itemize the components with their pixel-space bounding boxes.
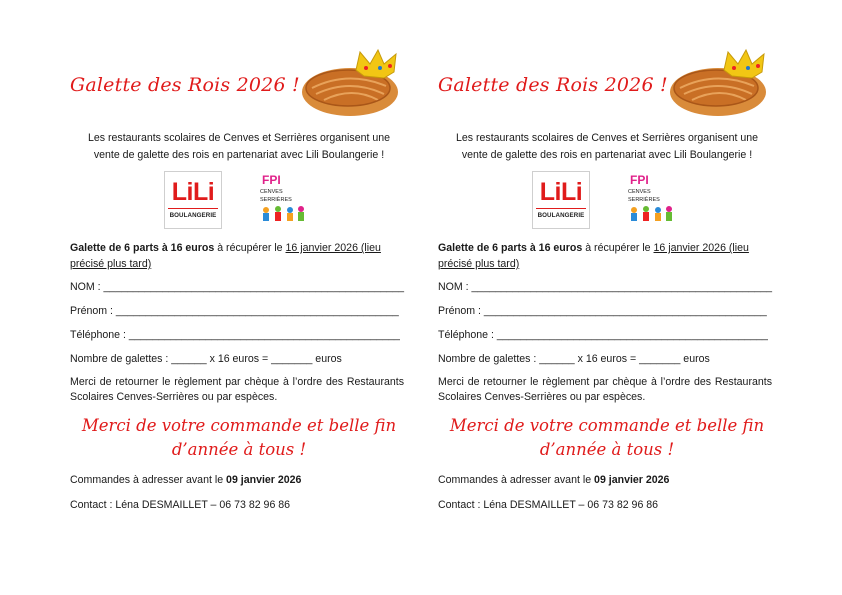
thank-you-line-1: Merci de votre commande et belle fin bbox=[81, 416, 397, 435]
nombre-galettes-field: Nombre de galettes : ______ x 16 euros = _______ euros bbox=[438, 353, 710, 365]
fpi-logo-line2: SERRIÈRES bbox=[260, 197, 292, 203]
fpi-logo-name: FPI bbox=[630, 173, 649, 187]
intro-text bbox=[438, 130, 776, 164]
lili-logo-subtitle: BOULANGERIE bbox=[169, 212, 217, 219]
offer-date: 16 janvier 2026 (lieu bbox=[653, 242, 749, 254]
fpi-logo-line1: CENVES bbox=[628, 189, 651, 195]
intro-text bbox=[70, 130, 408, 164]
thank-you-message bbox=[70, 414, 408, 462]
fpi-logo-line1: CENVES bbox=[260, 189, 283, 195]
thank-you-line-2: d’année à tous ! bbox=[539, 440, 675, 459]
fpi-cenves-serrieres-logo bbox=[626, 172, 674, 228]
intro-line-2: vente de galette des rois en partenariat avec Lili Boulangerie ! bbox=[93, 149, 385, 161]
lili-logo-divider bbox=[168, 208, 218, 209]
offer-line bbox=[70, 240, 381, 256]
order-deadline bbox=[438, 472, 669, 488]
intro-line-1: Les restaurants scolaires de Cenves et Serrières organisent une bbox=[455, 132, 759, 144]
fpi-logo-line2: SERRIÈRES bbox=[628, 197, 660, 203]
flyer-right bbox=[438, 0, 778, 595]
offer-line bbox=[438, 240, 749, 256]
galette-crown-image bbox=[298, 48, 408, 120]
fpi-cenves-serrieres-logo bbox=[258, 172, 306, 228]
order-deadline-date: 09 janvier 2026 bbox=[594, 474, 670, 486]
nom-field: NOM : ___________________________________________________ bbox=[438, 281, 773, 293]
thank-you-line-1: Merci de votre commande et belle fin bbox=[449, 416, 765, 435]
contact-line: Contact : Léna DESMAILLET – 06 73 82 96 86 bbox=[438, 499, 659, 511]
offer-price: Galette de 6 parts à 16 euros bbox=[438, 242, 583, 254]
lili-boulangerie-logo bbox=[164, 171, 222, 229]
flyer-left bbox=[70, 0, 410, 595]
nombre-galettes-field: Nombre de galettes : ______ x 16 euros = _______ euros bbox=[70, 353, 342, 365]
order-deadline-date: 09 janvier 2026 bbox=[226, 474, 302, 486]
offer-date-continued: précisé plus tard) bbox=[438, 258, 520, 270]
lili-logo-divider bbox=[536, 208, 586, 209]
intro-line-1: Les restaurants scolaires de Cenves et Serrières organisent une bbox=[87, 132, 391, 144]
order-deadline-text: Commandes à adresser avant le bbox=[70, 474, 227, 486]
lili-logo-name: LiLi bbox=[539, 178, 583, 206]
prenom-field: Prénom : ________________________________________________ bbox=[438, 305, 767, 317]
offer-date: 16 janvier 2026 (lieu bbox=[285, 242, 381, 254]
offer-mid: à récupérer le bbox=[582, 242, 654, 254]
lili-logo-name: LiLi bbox=[171, 178, 215, 206]
payment-instructions: Merci de retourner le règlement par chèque à l’ordre des Restaurants Scolaires Cenves-Serrières ou par espèces. bbox=[438, 376, 772, 403]
order-deadline-text: Commandes à adresser avant le bbox=[438, 474, 595, 486]
thank-you-message bbox=[438, 414, 776, 462]
payment-instructions: Merci de retourner le règlement par chèque à l’ordre des Restaurants Scolaires Cenves-Serrières ou par espèces. bbox=[70, 376, 404, 403]
lili-boulangerie-logo bbox=[532, 171, 590, 229]
order-deadline bbox=[70, 472, 301, 488]
galette-crown-image bbox=[666, 48, 776, 120]
telephone-field: Téléphone : ______________________________________________ bbox=[70, 329, 400, 341]
nom-field: NOM : ___________________________________________________ bbox=[70, 281, 405, 293]
offer-date-continued: précisé plus tard) bbox=[70, 258, 152, 270]
lili-logo-subtitle: BOULANGERIE bbox=[537, 212, 585, 219]
thank-you-line-2: d’année à tous ! bbox=[171, 440, 307, 459]
offer-price: Galette de 6 parts à 16 euros bbox=[70, 242, 215, 254]
contact-line: Contact : Léna DESMAILLET – 06 73 82 96 86 bbox=[70, 499, 291, 511]
flyer-title: Galette des Rois 2026 ! bbox=[438, 74, 668, 96]
telephone-field: Téléphone : ______________________________________________ bbox=[438, 329, 768, 341]
intro-line-2: vente de galette des rois en partenariat avec Lili Boulangerie ! bbox=[461, 149, 753, 161]
fpi-logo-name: FPI bbox=[262, 173, 281, 187]
flyer-title: Galette des Rois 2026 ! bbox=[70, 74, 300, 96]
prenom-field: Prénom : ________________________________________________ bbox=[70, 305, 399, 317]
offer-mid: à récupérer le bbox=[214, 242, 286, 254]
